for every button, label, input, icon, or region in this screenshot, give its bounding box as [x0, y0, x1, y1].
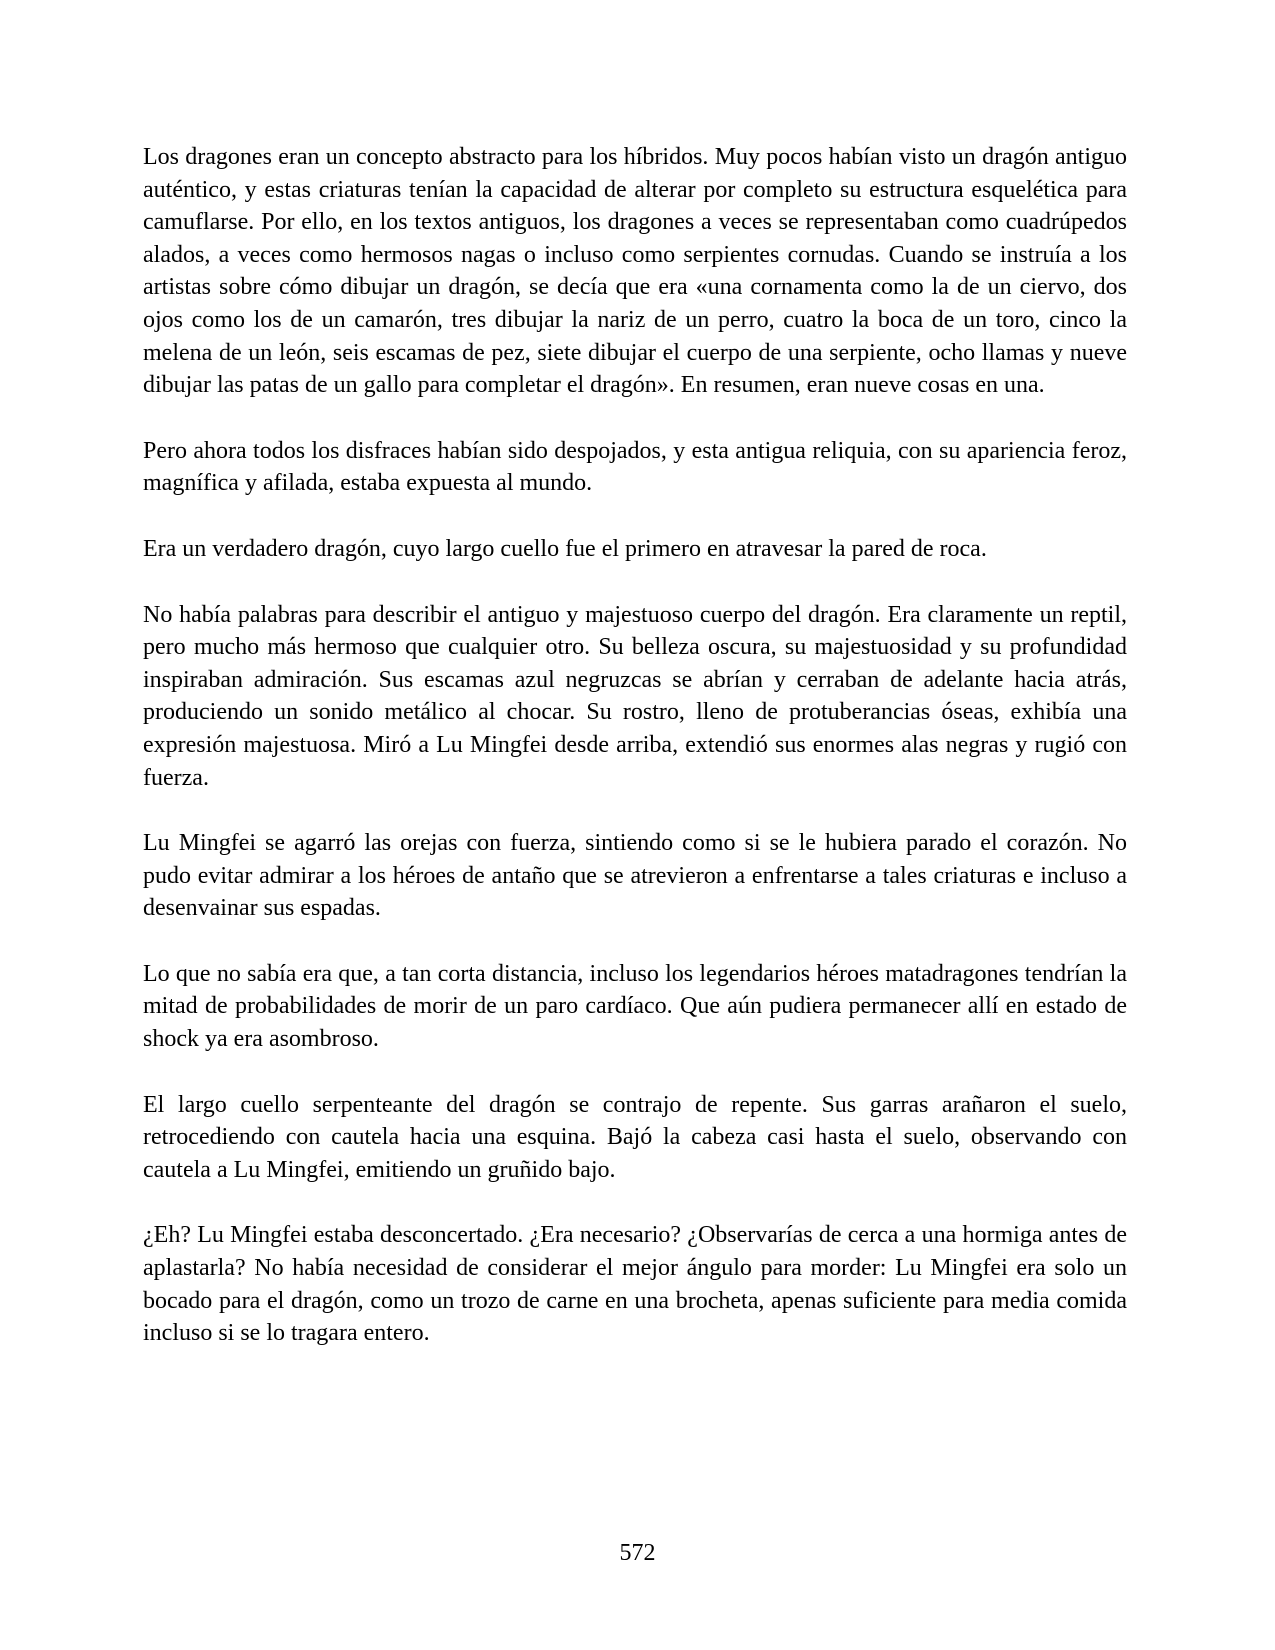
paragraph: Pero ahora todos los disfraces habían sido despojados, y esta antigua reliquia, con su apariencia feroz, magnífica y afilada, estaba expuesta al mundo. [143, 437, 1127, 497]
paragraph: ¿Eh? Lu Mingfei estaba desconcertado. ¿Era necesario? ¿Observarías de cerca a una hormiga antes de aplastarla? No había necesidad de considerar el mejor ángulo para morder: Lu Mingfei era solo un bocado para el dragón, como un trozo de carne en una brocheta, apenas suficiente para media comida incluso si se lo tragara entero. [143, 1222, 1127, 1347]
paragraph: Los dragones eran un concepto abstracto para los híbridos. Muy pocos habían visto un dragón antiguo auténtico, y estas criaturas tenían la capacidad de alterar por completo su estructura esquelética para camuflarse. Por ello, en los textos antiguos, los dragones a veces se representaban como cuadrúpedos alados, a veces como hermosos nagas o incluso como serpientes cornudas. Cuando se instruía a los artistas sobre cómo dibujar un dragón, se decía que era «una cornamenta como la de un ciervo, dos ojos como los de un camarón, tres dibujar la nariz de un perro, cuatro la boca de un toro, cinco la melena de un león, seis escamas de pez, siete dibujar el cuerpo de una serpiente, ocho llamas y nueve dibujar las patas de un gallo para completar el dragón». En resumen, eran nueve cosas en una. [143, 144, 1127, 399]
paragraph: Lu Mingfei se agarró las orejas con fuerza, sintiendo como si se le hubiera parado el corazón. No pudo evitar admirar a los héroes de antaño que se atrevieron a enfrentarse a tales criaturas e incluso a desenvainar sus espadas. [143, 830, 1127, 922]
paragraph: Lo que no sabía era que, a tan corta distancia, incluso los legendarios héroes matadragones tendrían la mitad de probabilidades de morir de un paro cardíaco. Que aún pudiera permanecer allí en estado de shock ya era asombroso. [143, 960, 1127, 1053]
paragraph: No había palabras para describir el antiguo y majestuoso cuerpo del dragón. Era claramente un reptil, pero mucho más hermoso que cualquier otro. Su belleza oscura, su majestuosidad y su profundidad inspiraban admiración. Sus escamas azul negruzcas se abrían y cerraban de adelante hacia atrás, produciendo un sonido metálico al chocar. Su rostro, lleno de protuberancias óseas, exhibía una expresión majestuosa. Miró a Lu Mingfei desde arriba, extendió sus enormes alas negras y rugió con fuerza. [143, 601, 1127, 791]
paragraph: El largo cuello serpenteante del dragón se contrajo de repente. Sus garras arañaron el suelo, retrocediendo con cautela hacia una esquina. Bajó la cabeza casi hasta el suelo, observando con cautela a Lu Mingfei, emitiendo un gruñido bajo. [143, 1091, 1127, 1183]
page-number: 572 [619, 1540, 656, 1566]
text-block [143, 108, 1127, 1383]
paragraph: Era un verdadero dragón, cuyo largo cuello fue el primero en atravesar la pared de roca. [143, 535, 987, 562]
